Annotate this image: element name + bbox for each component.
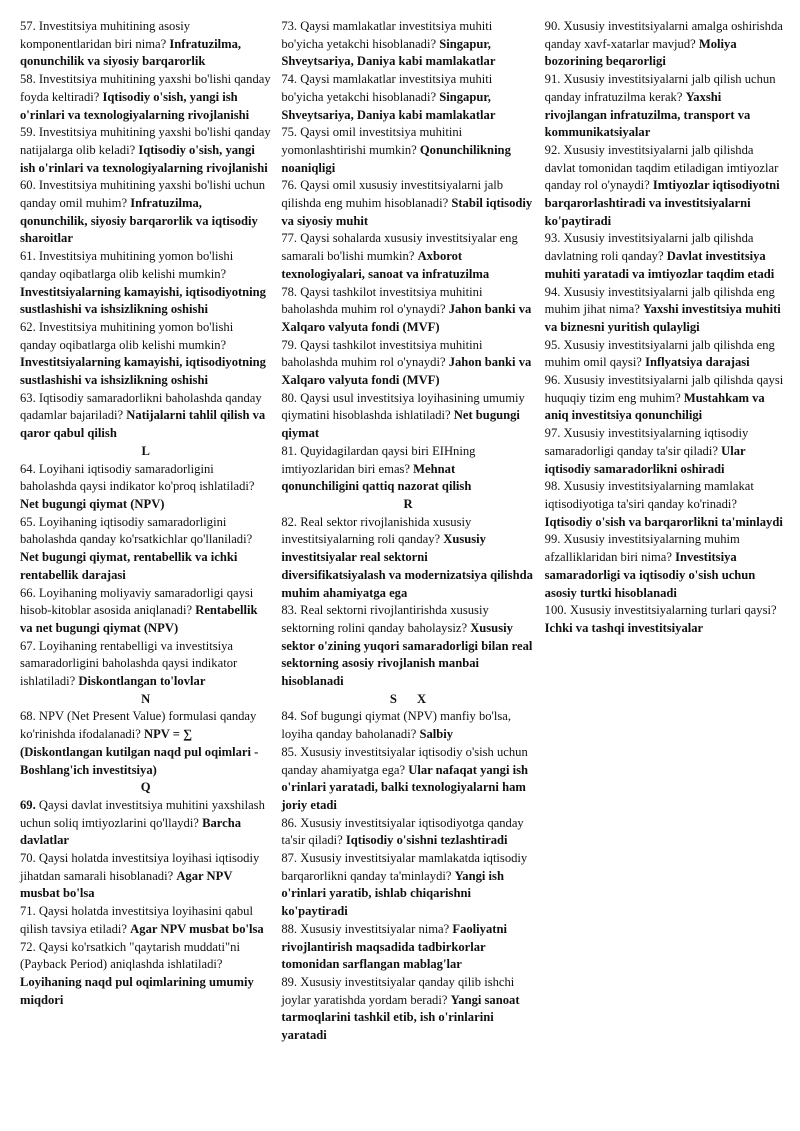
question-text: 95. Xususiy investitsiyalarni jalb qilishda eng muhim omil qaysi? xyxy=(544,337,775,370)
question-item xyxy=(20,850,271,903)
question-item xyxy=(20,319,271,390)
answer-text: Yaxshi investitsiya muhiti va biznesni yuritish qulayligi xyxy=(544,302,781,334)
question-item xyxy=(20,939,271,1010)
question-text: 96. Xususiy investitsiyalarni jalb qilishda qaysi huquqiy tizim eng muhim? xyxy=(544,373,784,405)
question-item xyxy=(281,708,534,743)
question-item xyxy=(281,744,534,815)
answer-text: Stabil iqtisodiy va siyosiy muhit xyxy=(281,196,533,228)
question-item xyxy=(281,124,534,177)
question-text: 74. Qaysi mamlakatlar investitsiya muhiti bo'yicha yetakchi hisoblanadi? xyxy=(281,72,493,104)
answer-text: Iqtisodiy o'sish, yangi ish o'rinlari va texnologiyalarning rivojlanishi xyxy=(20,89,250,122)
question-text: 70. Qaysi holatda investitsiya loyihasi iqtisodiy jihatdan samarali hisoblanadi? xyxy=(20,851,260,883)
question-item xyxy=(545,18,786,71)
answer-text: Ular iqtisodiy samaradorlikni oshiradi xyxy=(544,443,746,476)
question-text: 72. Qaysi ko'rsatkich "qaytarish muddati"ni (Payback Period) aniqlashda ishlatiladi? xyxy=(20,939,240,972)
question-text: 88. Xususiy investitsiyalar nima? xyxy=(281,921,453,936)
answer-text: NPV = ∑ (Diskontlangan kutilgan naqd pul oqimlari - Boshlang'ich investitsiya) xyxy=(20,727,259,777)
answer-text: Agar NPV musbat bo'lsa xyxy=(20,868,233,901)
answer-text: Singapur, Shveytsariya, Daniya kabi mamlakatlar xyxy=(281,89,496,122)
answer-text: Net bugungi qiymat, rentabellik va ichki rentabellik darajasi xyxy=(20,550,238,582)
answer-text: Mustahkam va aniq investitsiya qonunchiligi xyxy=(544,390,765,423)
section-letter: S xyxy=(389,691,397,706)
question-item xyxy=(20,708,271,779)
question-text: 64. Loyihani iqtisodiy samaradorligini baholashda qaysi indikator ko'proq ishlatiladi? xyxy=(20,461,255,494)
question-item xyxy=(545,602,786,637)
question-item xyxy=(281,71,534,124)
question-item xyxy=(545,284,786,337)
answer-text: Net bugungi qiymat xyxy=(281,408,520,441)
question-item xyxy=(281,230,534,283)
answer-text: Iqtisodiy o'sish, yangi ish o'rinlari va texnologiyalarning rivojlanishi xyxy=(20,142,268,175)
answer-text: Iqtisodiy o'sish va barqarorlikni ta'minlaydi xyxy=(544,514,783,529)
answer-text: Loyihaning naqd pul oqimlarining umumiy miqdori xyxy=(20,974,254,1007)
question-text: 85. Xususiy investitsiyalar iqtisodiy o'sish uchun qanday ahamiyatga ega? xyxy=(281,744,528,777)
section-letter: Q xyxy=(140,780,151,795)
question-item xyxy=(545,478,786,531)
question-item xyxy=(545,142,786,231)
question-text: Qaysi davlat investitsiya muhitini yaxshilash uchun soliq imtiyozlarini qo'llaydi? xyxy=(20,797,265,830)
answer-text: Agar NPV musbat bo'lsa xyxy=(130,921,264,936)
section-letters xyxy=(281,691,534,709)
question-item xyxy=(281,284,534,337)
question-text: 92. Xususiy investitsiyalarni jalb qilishda davlat tomonidan taqdim etiladigan imtiyozlar qanday rol o'ynaydi? xyxy=(544,142,779,193)
question-item xyxy=(281,850,534,921)
question-text: 100. Xususiy investitsiyalarning turlari qaysi? xyxy=(544,603,777,618)
question-item xyxy=(545,71,786,142)
answer-text: Qonunchilikning noaniqligi xyxy=(281,142,511,175)
answer-text: Iqtisodiy o'sishni tezlashtiradi xyxy=(345,833,508,848)
question-text: 81. Quyidagilardan qaysi biri EIHning imtiyozlaridan biri emas? xyxy=(281,443,476,476)
question-item xyxy=(281,815,534,850)
question-text: 80. Qaysi usul investitsiya loyihasining umumiy qiymatini hisoblashda ishlatiladi? xyxy=(281,390,525,423)
question-text: 66. Loyihaning moliyaviy samaradorligi qaysi hisob-kitoblar asosida aniqlanadi? xyxy=(20,585,254,618)
question-item xyxy=(281,177,534,230)
question-text: 63. Iqtisodiy samaradorlikni baholashda qanday qadamlar bajariladi? xyxy=(20,390,262,423)
answer-text: Singapur, Shveytsariya, Daniya kabi mamlakatlar xyxy=(281,36,496,69)
text-column-3 xyxy=(545,18,786,1131)
question-text: 73. Qaysi mamlakatlar investitsiya muhiti bo'yicha yetakchi hisoblanadi? xyxy=(281,19,493,51)
question-text: 90. Xususiy investitsiyalarni amalga oshirishda qanday xavf-xatarlar mavjud? xyxy=(544,19,783,51)
question-text: 83. Real sektorni rivojlantirishda xususiy sektorning rolini qanday baholaysiz? xyxy=(281,603,489,635)
answer-text: Mehnat qonunchiligini qattiq nazorat qilish xyxy=(281,461,472,494)
question-item xyxy=(20,248,271,319)
question-item xyxy=(20,390,271,443)
section-letter: R xyxy=(403,496,413,511)
question-item xyxy=(281,514,534,603)
answer-text: Infratuzilma, qonunchilik va siyosiy barqarorlik xyxy=(20,36,242,69)
answer-text: Yaxshi rivojlangan infratuzilma, transport va kommunikatsiyalar xyxy=(544,89,751,140)
question-text: 58. Investitsiya muhitining yaxshi bo'lishi qanday foyda keltiradi? xyxy=(20,72,271,104)
answer-text: Davlat investitsiya muhiti yaratadi va imtiyozlar taqdim etadi xyxy=(544,249,775,281)
question-text: 57. Investitsiya muhitining asosiy komponentlaridan biri nima? xyxy=(20,19,191,51)
question-text: 93. Xususiy investitsiyalarni jalb qilishda davlatning roli qanday? xyxy=(544,231,754,264)
question-item xyxy=(545,337,786,372)
answer-text: Faoliyatni rivojlantirish maqsadida tadbirkorlar tomonidan sarflangan mablag'lar xyxy=(281,921,507,972)
question-text: 61. Investitsiya muhitining yomon bo'lishi qanday oqibatlarga olib kelishi mumkin? xyxy=(20,249,234,281)
answer-text: Net bugungi qiymat (NPV) xyxy=(20,496,165,511)
answer-text: Xususiy investitsiyalar real sektorni diversifikatsiyalash va modernizatsiya qilishda muhim ahamiyatga ega xyxy=(281,532,533,600)
answer-text: Ular nafaqat yangi ish o'rinlari yaratadi, balki texnologiyalarni ham joriy etadi xyxy=(281,762,529,812)
question-text: 99. Xususiy investitsiyalarning muhim afzalliklaridan biri nima? xyxy=(544,532,740,565)
question-item xyxy=(545,425,786,478)
question-text: 82. Real sektor rivojlanishida xususiy investitsiyalarning roli qanday? xyxy=(281,514,472,547)
question-item xyxy=(281,974,534,1045)
question-text: 68. NPV (Net Present Value) formulasi qanday ko'rinishda ifodalanadi? xyxy=(20,709,257,742)
question-text: 87. Xususiy investitsiyalar mamlakatda iqtisodiy barqarorlikni qanday ta'minlaydi? xyxy=(281,851,528,883)
question-text: 77. Qaysi sohalarda xususiy investitsiyalar eng samarali bo'lishi mumkin? xyxy=(281,231,518,264)
question-text: 94. Xususiy investitsiyalarni jalb qilishda eng muhim jihat nima? xyxy=(544,284,775,317)
question-text: 84. Sof bugungi qiymat (NPV) manfiy bo'lsa, loyiha qanday baholanadi? xyxy=(281,709,511,742)
question-item xyxy=(545,372,786,425)
answer-text: Imtiyozlar iqtisodiyotni barqarorlashtiradi va investitsiyalarni ko'paytiradi xyxy=(544,178,780,228)
question-item xyxy=(545,230,786,283)
question-item xyxy=(20,585,271,638)
answer-text: Yangi ish o'rinlari yaratib, ishlab chiqarishni ko'paytiradi xyxy=(281,868,504,919)
question-item xyxy=(20,177,271,248)
question-item xyxy=(20,514,271,585)
question-item xyxy=(20,71,271,124)
question-text: 91. Xususiy investitsiyalarni jalb qilish uchun qanday infratuzilma kerak? xyxy=(544,72,776,104)
question-item xyxy=(20,18,271,71)
answer-text: Yangi sanoat tarmoqlarini tashkil etib, ish o'rinlarini yaratadi xyxy=(281,992,520,1043)
text-column-1 xyxy=(20,18,271,1131)
answer-text: Inflyatsiya darajasi xyxy=(645,355,750,370)
answer-text: Jahon banki va Xalqaro valyuta fondi (MVF) xyxy=(281,302,532,334)
question-text: 71. Qaysi holatda investitsiya loyihasini qabul qilish tavsiya etiladi? xyxy=(20,904,253,936)
question-text: 79. Qaysi tashkilot investitsiya muhitini baholashda muhim rol o'ynaydi? xyxy=(281,337,483,370)
question-text: 62. Investitsiya muhitining yomon bo'lishi qanday oqibatlarga olib kelishi mumkin? xyxy=(20,319,234,352)
answer-text: Diskontlangan to'lovlar xyxy=(78,674,206,689)
answer-text: Investitsiyalarning kamayishi, iqtisodiyotning sustlashishi va ishsizlikning oshishi xyxy=(20,284,266,317)
question-text: 75. Qaysi omil investitsiya muhitini yomonlashtirishi mumkin? xyxy=(281,125,463,157)
question-item xyxy=(281,18,534,71)
question-item xyxy=(281,337,534,390)
answer-text: Jahon banki va Xalqaro valyuta fondi (MVF) xyxy=(281,355,532,388)
question-item xyxy=(20,461,271,514)
answer-text: Xususiy sektor o'zining yuqori samaradorligi bilan real sektorning asosiy rivojlanish manbai hisoblanadi xyxy=(281,620,533,689)
question-item xyxy=(20,903,271,938)
question-item xyxy=(545,531,786,602)
answer-text: Natijalarni tahlil qilish va qaror qabul qilish xyxy=(20,408,266,441)
question-text: 65. Loyihaning iqtisodiy samaradorligini baholashda qanday ko'rsatkichlar qo'llaniladi? xyxy=(20,514,253,547)
section-letter: N xyxy=(141,691,151,706)
answer-text: Investitsiyalarning kamayishi, iqtisodiyotning sustlashishi va ishsizlikning oshishi xyxy=(20,355,266,388)
question-text: 59. Investitsiya muhitining yaxshi bo'lishi qanday natijalarga olib keladi? xyxy=(20,125,271,157)
question-text: 98. Xususiy investitsiyalarning mamlakat iqtisodiyotiga ta'siri qanday ko'rinadi? xyxy=(544,479,754,511)
answer-text: Barcha davlatlar xyxy=(20,815,242,848)
text-column-2 xyxy=(281,18,534,1131)
answer-text: Ichki va tashqi investitsiyalar xyxy=(544,620,704,635)
question-item xyxy=(20,638,271,691)
answer-text: Salbiy xyxy=(419,727,454,742)
section-letter: L xyxy=(141,443,150,458)
question-item xyxy=(20,797,271,850)
question-item xyxy=(281,921,534,974)
question-text: 76. Qaysi omil xususiy investitsiyalarni jalb qilishda eng muhim hisoblanadi? xyxy=(281,178,504,211)
question-text: 86. Xususiy investitsiyalar iqtisodiyotga qanday ta'sir qiladi? xyxy=(281,815,524,848)
answer-text: Investitsiya samaradorligi va iqtisodiy o'sish uchun asosiy turtki hisoblanadi xyxy=(544,550,756,600)
question-text: 78. Qaysi tashkilot investitsiya muhitini baholashda muhim rol o'ynaydi? xyxy=(281,284,483,317)
question-item xyxy=(20,124,271,177)
question-item xyxy=(281,443,534,496)
answer-text: Axborot texnologiyalari, sanoat va infratuzilma xyxy=(281,249,490,281)
answer-text: Infratuzilma, qonunchilik, siyosiy barqarorlik va iqtisodiy sharoitlar xyxy=(20,196,258,246)
question-number: 69. xyxy=(20,797,36,812)
question-text: 67. Loyihaning rentabelligi va investitsiya samaradorligini baholashda qaysi indikator ishlatiladi? xyxy=(20,638,238,689)
section-letter: X xyxy=(416,691,427,706)
answer-text: Rentabellik va net bugungi qiymat (NPV) xyxy=(20,603,258,635)
question-text: 89. Xususiy investitsiyalar qanday qilib ishchi joylar yaratishda yordam beradi? xyxy=(281,974,515,1007)
question-item xyxy=(281,390,534,443)
question-text: 60. Investitsiya muhitining yaxshi bo'lishi uchun qanday omil muhim? xyxy=(20,178,266,211)
question-text: 97. Xususiy investitsiyalarning iqtisodiy samaradorligi qanday ta'sir qiladi? xyxy=(544,426,749,458)
question-item xyxy=(281,602,534,691)
answer-text: Moliya bozorining beqarorligi xyxy=(544,36,737,69)
